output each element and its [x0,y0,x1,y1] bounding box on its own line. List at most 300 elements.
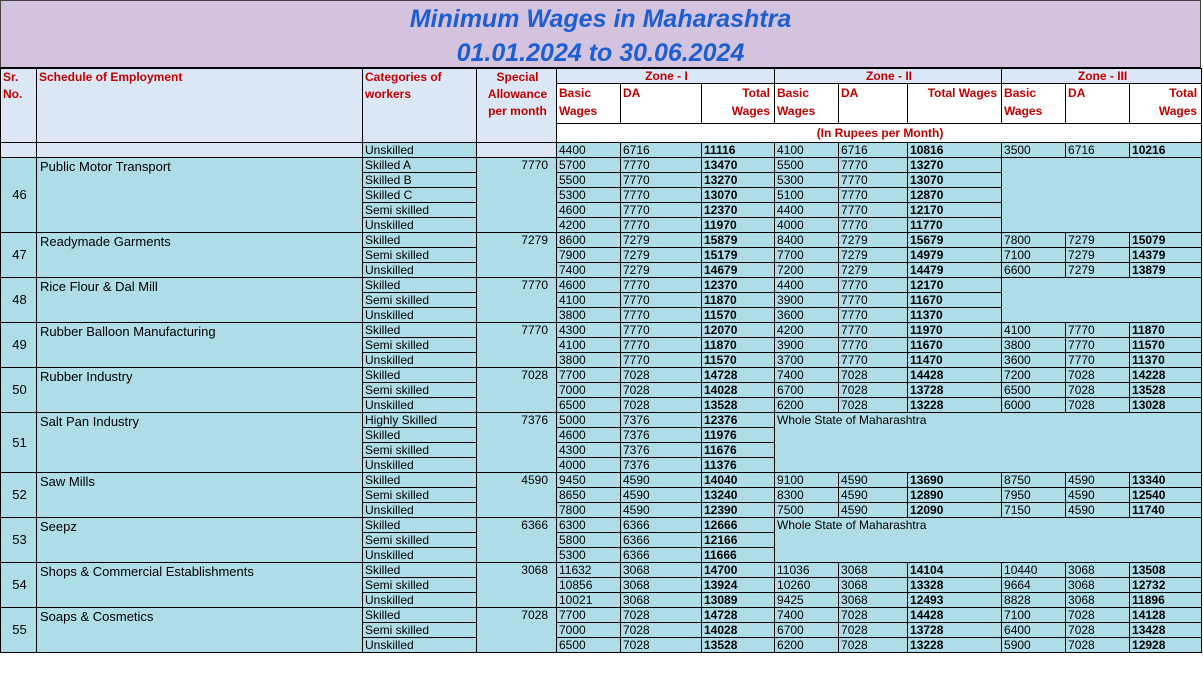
da-cell: 7028 [621,638,702,653]
da-cell: 7028 [1066,638,1130,653]
total-wages-cell: 15879 [702,233,775,248]
basic-wages-cell: 7950 [1002,488,1066,503]
sr-number-cell: 54 [1,563,37,608]
da-cell: 7279 [839,248,908,263]
total-wages-cell: 12170 [908,278,1002,293]
total-wages-cell: 12090 [908,503,1002,518]
da-cell: 7770 [839,188,908,203]
total-wages-cell: 12732 [1130,578,1202,593]
sr-number-cell: 48 [1,278,37,323]
total-wages-cell: 12070 [702,323,775,338]
total-wages-cell: 13728 [908,383,1002,398]
page-title: Minimum Wages in Maharashtra [409,5,792,33]
category-cell: Unskilled [363,638,477,653]
da-cell: 7279 [1066,263,1130,278]
header-zone-2: Zone - II [775,69,1002,84]
da-cell: 7279 [1066,248,1130,263]
basic-wages-cell: 7700 [775,248,839,263]
total-wages-cell: 14028 [702,383,775,398]
whole-state-note: Whole State of Maharashtra [775,413,1202,473]
total-wages-cell: 11570 [702,308,775,323]
da-cell: 7028 [621,623,702,638]
category-cell: Semi skilled [363,533,477,548]
category-cell: Skilled B [363,173,477,188]
total-wages-cell: 13270 [702,173,775,188]
da-cell: 7028 [621,368,702,383]
total-wages-cell: 11870 [702,293,775,308]
total-wages-cell: 12370 [702,278,775,293]
total-wages-cell: 13240 [702,488,775,503]
total-wages-cell: 11570 [1130,338,1202,353]
total-wages-cell: 12166 [702,533,775,548]
basic-wages-cell: 9664 [1002,578,1066,593]
special-allowance-cell: 7376 [477,413,557,473]
basic-wages-cell: 6000 [1002,398,1066,413]
da-cell: 3068 [1066,593,1130,608]
basic-wages-cell: 3600 [1002,353,1066,368]
da-cell: 7770 [621,278,702,293]
total-wages-cell: 11976 [702,428,775,443]
da-cell: 7028 [621,608,702,623]
table-row [1,608,1202,623]
total-wages-cell: 13690 [908,473,1002,488]
category-cell: Unskilled [363,503,477,518]
category-cell: Semi skilled [363,623,477,638]
category-cell: Semi skilled [363,578,477,593]
total-wages-cell: 11570 [702,353,775,368]
da-cell: 7770 [839,218,908,233]
total-wages-cell: 11740 [1130,503,1202,518]
header-total-wages: Total Wages [702,84,775,124]
da-cell: 3068 [1066,578,1130,593]
header-schedule: Schedule of Employment [37,69,363,143]
sr-number-cell: 46 [1,158,37,233]
basic-wages-cell: 3700 [775,353,839,368]
total-wages-cell: 12493 [908,593,1002,608]
total-wages-cell: 10816 [908,143,1002,158]
da-cell: 7770 [839,203,908,218]
basic-wages-cell: 10856 [557,578,621,593]
da-cell: 7770 [1066,323,1130,338]
total-wages-cell: 13228 [908,398,1002,413]
header-categories: Categories of workers [363,69,477,143]
da-cell: 7770 [1066,338,1130,353]
total-wages-cell: 14479 [908,263,1002,278]
basic-wages-cell: 4600 [557,203,621,218]
total-wages-cell: 12540 [1130,488,1202,503]
da-cell: 7770 [621,353,702,368]
wages-table [0,68,1202,653]
employment-name-cell: Soaps & Cosmetics [37,608,363,653]
total-wages-cell: 13270 [908,158,1002,173]
basic-wages-cell: 7000 [557,623,621,638]
category-cell: Unskilled [363,458,477,473]
da-cell: 7279 [839,233,908,248]
total-wages-cell: 15079 [1130,233,1202,248]
basic-wages-cell: 4200 [775,323,839,338]
da-cell: 4590 [839,503,908,518]
total-wages-cell: 12928 [1130,638,1202,653]
total-wages-cell: 11970 [908,323,1002,338]
total-wages-cell: 12666 [702,518,775,533]
category-cell: Semi skilled [363,488,477,503]
da-cell: 3068 [839,563,908,578]
total-wages-cell: 12370 [702,203,775,218]
category-cell: Skilled C [363,188,477,203]
basic-wages-cell: 7800 [1002,233,1066,248]
page-subtitle: 01.01.2024 to 30.06.2024 [456,39,745,67]
category-cell: Skilled [363,278,477,293]
empty-zone-cell [1002,278,1202,323]
whole-state-note: Whole State of Maharashtra [775,518,1202,563]
employment-name-cell: Salt Pan Industry [37,413,363,473]
total-wages-cell: 15679 [908,233,1002,248]
total-wages-cell: 12890 [908,488,1002,503]
employment-name-cell: Rubber Balloon Manufacturing [37,323,363,368]
da-cell: 7279 [621,263,702,278]
basic-wages-cell: 3500 [1002,143,1066,158]
special-allowance-cell: 6366 [477,518,557,563]
total-wages-cell: 13528 [702,398,775,413]
total-wages-cell: 11896 [1130,593,1202,608]
special-allowance-cell: 7770 [477,278,557,323]
header-zone-3: Zone - III [1002,69,1202,84]
total-wages-cell: 11370 [908,308,1002,323]
table-row [1,323,1202,338]
table-row [1,518,1202,533]
da-cell: 7028 [1066,608,1130,623]
da-cell: 7028 [839,638,908,653]
da-cell: 6366 [621,533,702,548]
da-cell: 7028 [621,398,702,413]
category-cell: Semi skilled [363,338,477,353]
header-da: DA [621,84,702,124]
da-cell: 3068 [621,578,702,593]
special-allowance-cell [477,143,557,158]
category-cell: Unskilled [363,308,477,323]
total-wages-cell: 14700 [702,563,775,578]
category-cell: Highly Skilled [363,413,477,428]
basic-wages-cell: 3800 [557,353,621,368]
da-cell: 3068 [839,593,908,608]
category-cell: Skilled [363,428,477,443]
da-cell: 3068 [839,578,908,593]
basic-wages-cell: 4100 [1002,323,1066,338]
total-wages-cell: 14428 [908,368,1002,383]
special-allowance-cell: 7279 [477,233,557,278]
table-row [1,563,1202,578]
basic-wages-cell: 5800 [557,533,621,548]
total-wages-cell: 11970 [702,218,775,233]
special-allowance-cell: 7028 [477,368,557,413]
total-wages-cell: 11870 [702,338,775,353]
header-da: DA [839,84,908,124]
da-cell: 7028 [1066,623,1130,638]
category-cell: Semi skilled [363,383,477,398]
header-special-allowance: Special Allowance per month [477,69,557,143]
header-sr-no: Sr. No. [1,69,37,143]
basic-wages-cell: 4100 [557,338,621,353]
basic-wages-cell: 6500 [1002,383,1066,398]
category-cell: Skilled A [363,158,477,173]
basic-wages-cell: 4300 [557,443,621,458]
da-cell: 4590 [1066,473,1130,488]
da-cell: 7770 [621,293,702,308]
total-wages-cell: 14428 [908,608,1002,623]
da-cell: 7279 [1066,233,1130,248]
da-cell: 7770 [621,338,702,353]
total-wages-cell: 12870 [908,188,1002,203]
basic-wages-cell: 4400 [557,143,621,158]
header-basic-wages: Basic Wages [557,84,621,124]
basic-wages-cell: 4400 [775,278,839,293]
category-cell: Skilled [363,368,477,383]
category-cell: Semi skilled [363,248,477,263]
da-cell: 4590 [839,488,908,503]
category-cell: Semi skilled [363,443,477,458]
sr-number-cell: 53 [1,518,37,563]
da-cell: 4590 [1066,503,1130,518]
basic-wages-cell: 10260 [775,578,839,593]
da-cell: 7770 [621,203,702,218]
total-wages-cell: 10216 [1130,143,1202,158]
da-cell: 7770 [839,278,908,293]
basic-wages-cell: 7700 [557,608,621,623]
empty-zone-cell [1002,158,1202,233]
total-wages-cell: 14028 [702,623,775,638]
sr-number-cell: 50 [1,368,37,413]
category-cell: Skilled [363,323,477,338]
da-cell: 6716 [621,143,702,158]
basic-wages-cell: 4600 [557,278,621,293]
special-allowance-cell: 7770 [477,158,557,233]
basic-wages-cell: 7400 [557,263,621,278]
employment-name-cell: Saw Mills [37,473,363,518]
basic-wages-cell: 9450 [557,473,621,488]
da-cell: 7770 [839,308,908,323]
basic-wages-cell: 5500 [557,173,621,188]
da-cell: 7028 [1066,398,1130,413]
category-cell: Semi skilled [363,293,477,308]
employment-name-cell: Seepz [37,518,363,563]
da-cell: 3068 [1066,563,1130,578]
da-cell: 7770 [839,353,908,368]
da-cell: 7028 [1066,383,1130,398]
da-cell: 7770 [621,188,702,203]
basic-wages-cell: 3900 [775,338,839,353]
header-total-wages: Total Wages [908,84,1002,124]
basic-wages-cell: 8650 [557,488,621,503]
basic-wages-cell: 8828 [1002,593,1066,608]
total-wages-cell: 13528 [702,638,775,653]
total-wages-cell: 14679 [702,263,775,278]
basic-wages-cell: 8750 [1002,473,1066,488]
basic-wages-cell: 7400 [775,368,839,383]
category-cell: Skilled [363,563,477,578]
basic-wages-cell: 7150 [1002,503,1066,518]
basic-wages-cell: 5100 [775,188,839,203]
da-cell: 4590 [621,503,702,518]
da-cell: 4590 [621,488,702,503]
total-wages-cell: 11376 [702,458,775,473]
table-row [1,278,1202,293]
total-wages-cell: 13428 [1130,623,1202,638]
header-zone-1: Zone - I [557,69,775,84]
sr-number-cell: 52 [1,473,37,518]
employment-name-cell: Readymade Garments [37,233,363,278]
sr-number-cell: 51 [1,413,37,473]
total-wages-cell: 14228 [1130,368,1202,383]
table-row [1,158,1202,173]
total-wages-cell: 11116 [702,143,775,158]
sr-number-cell: 47 [1,233,37,278]
total-wages-cell: 11370 [1130,353,1202,368]
basic-wages-cell: 6500 [557,638,621,653]
category-cell: Unskilled [363,398,477,413]
total-wages-cell: 11770 [908,218,1002,233]
total-wages-cell: 13070 [908,173,1002,188]
da-cell: 7279 [621,248,702,263]
table-row [1,368,1202,383]
employment-name-cell: Shops & Commercial Establishments [37,563,363,608]
total-wages-cell: 13879 [1130,263,1202,278]
da-cell: 4590 [621,473,702,488]
da-cell: 7770 [621,218,702,233]
da-cell: 3068 [621,593,702,608]
special-allowance-cell: 3068 [477,563,557,608]
total-wages-cell: 12170 [908,203,1002,218]
table-row [1,413,1202,428]
category-cell: Unskilled [363,218,477,233]
category-cell: Unskilled [363,353,477,368]
total-wages-cell: 13924 [702,578,775,593]
category-cell: Unskilled [363,548,477,563]
da-cell: 6366 [621,518,702,533]
total-wages-cell: 13340 [1130,473,1202,488]
da-cell: 7376 [621,443,702,458]
total-wages-cell: 13508 [1130,563,1202,578]
basic-wages-cell: 7200 [1002,368,1066,383]
category-cell: Unskilled [363,263,477,278]
da-cell: 4590 [1066,488,1130,503]
special-allowance-cell: 4590 [477,473,557,518]
basic-wages-cell: 4100 [775,143,839,158]
basic-wages-cell: 3800 [557,308,621,323]
unit-note: (In Rupees per Month) [557,124,1202,143]
total-wages-cell: 11870 [1130,323,1202,338]
da-cell: 7376 [621,458,702,473]
da-cell: 7770 [839,293,908,308]
basic-wages-cell: 11632 [557,563,621,578]
basic-wages-cell: 8400 [775,233,839,248]
basic-wages-cell: 4400 [775,203,839,218]
basic-wages-cell: 4100 [557,293,621,308]
da-cell: 4590 [839,473,908,488]
total-wages-cell: 12390 [702,503,775,518]
basic-wages-cell: 8600 [557,233,621,248]
total-wages-cell: 11676 [702,443,775,458]
employment-name-cell: Rice Flour & Dal Mill [37,278,363,323]
category-cell: Skilled [363,518,477,533]
da-cell: 7770 [839,323,908,338]
total-wages-cell: 14979 [908,248,1002,263]
basic-wages-cell: 4300 [557,323,621,338]
da-cell: 7770 [621,308,702,323]
basic-wages-cell: 4600 [557,428,621,443]
basic-wages-cell: 7000 [557,383,621,398]
total-wages-cell: 12376 [702,413,775,428]
total-wages-cell: 13228 [908,638,1002,653]
category-cell: Skilled [363,233,477,248]
total-wages-cell: 11670 [908,338,1002,353]
total-wages-cell: 14728 [702,368,775,383]
da-cell: 7028 [621,383,702,398]
total-wages-cell: 14128 [1130,608,1202,623]
da-cell: 7770 [621,173,702,188]
header-basic-wages: Basic Wages [775,84,839,124]
category-cell: Semi skilled [363,203,477,218]
da-cell: 7028 [1066,368,1130,383]
category-cell: Skilled [363,473,477,488]
da-cell: 6366 [621,548,702,563]
basic-wages-cell: 7100 [1002,248,1066,263]
header-da: DA [1066,84,1130,124]
total-wages-cell: 14040 [702,473,775,488]
basic-wages-cell: 5300 [557,188,621,203]
da-cell: 7376 [621,413,702,428]
total-wages-cell: 14728 [702,608,775,623]
basic-wages-cell: 3600 [775,308,839,323]
basic-wages-cell: 7400 [775,608,839,623]
total-wages-cell: 13728 [908,623,1002,638]
total-wages-cell: 14379 [1130,248,1202,263]
basic-wages-cell: 10021 [557,593,621,608]
da-cell: 6716 [839,143,908,158]
basic-wages-cell: 8300 [775,488,839,503]
category-cell: Unskilled [363,143,477,158]
special-allowance-cell: 7770 [477,323,557,368]
total-wages-cell: 13470 [702,158,775,173]
da-cell: 7028 [839,383,908,398]
table-row [1,473,1202,488]
basic-wages-cell: 6200 [775,638,839,653]
da-cell: 3068 [621,563,702,578]
da-cell: 7770 [839,158,908,173]
da-cell: 7770 [621,323,702,338]
special-allowance-cell: 7028 [477,608,557,653]
basic-wages-cell: 9425 [775,593,839,608]
total-wages-cell: 15179 [702,248,775,263]
da-cell: 7279 [839,263,908,278]
table-row [1,233,1202,248]
total-wages-cell: 13089 [702,593,775,608]
basic-wages-cell: 4200 [557,218,621,233]
basic-wages-cell: 5900 [1002,638,1066,653]
employment-name-cell: Public Motor Transport [37,158,363,233]
basic-wages-cell: 4000 [775,218,839,233]
basic-wages-cell: 6700 [775,383,839,398]
basic-wages-cell: 7700 [557,368,621,383]
da-cell: 7770 [621,158,702,173]
da-cell: 7770 [1066,353,1130,368]
basic-wages-cell: 10440 [1002,563,1066,578]
total-wages-cell: 11666 [702,548,775,563]
basic-wages-cell: 5700 [557,158,621,173]
basic-wages-cell: 3900 [775,293,839,308]
basic-wages-cell: 7800 [557,503,621,518]
da-cell: 7770 [839,338,908,353]
basic-wages-cell: 6200 [775,398,839,413]
